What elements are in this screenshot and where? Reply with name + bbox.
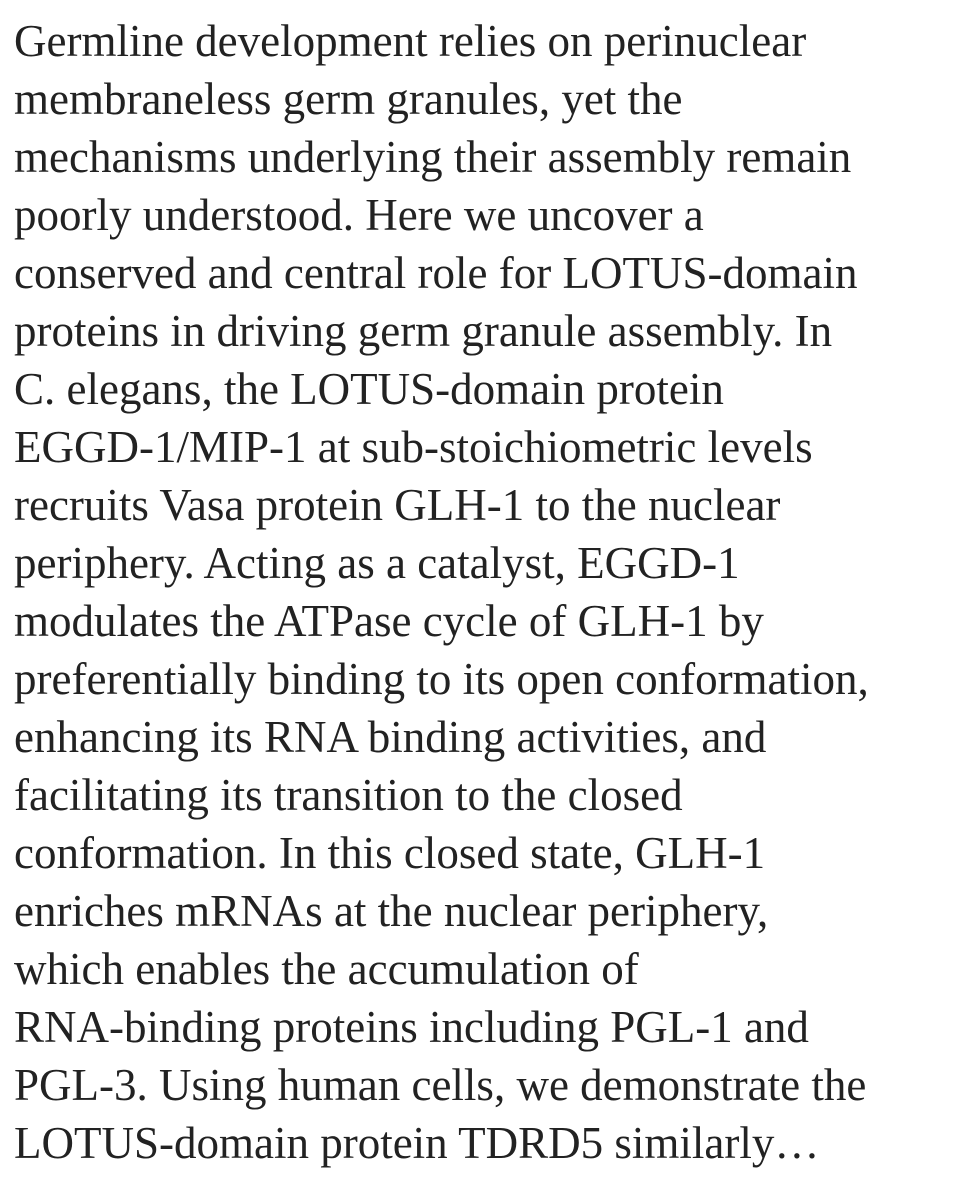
abstract-line: conformation. In this closed state, GLH-1 — [14, 828, 766, 878]
abstract-line: RNA-binding proteins including PGL-1 and — [14, 1002, 809, 1052]
abstract-line: modulates the ATPase cycle of GLH-1 by — [14, 596, 764, 646]
abstract-line: membraneless germ granules, yet the — [14, 74, 683, 124]
abstract-line: facilitating its transition to the closed — [14, 770, 683, 820]
abstract-line: preferentially binding to its open conformation, — [14, 654, 869, 704]
abstract-line: enhancing its RNA binding activities, and — [14, 712, 767, 762]
abstract-line: EGGD-1/MIP-1 at sub-stoichiometric levels — [14, 422, 813, 472]
abstract-line: mechanisms underlying their assembly remain — [14, 132, 852, 182]
abstract-line: PGL-3. Using human cells, we demonstrate the — [14, 1060, 867, 1110]
abstract-line: proteins in driving germ granule assembly. In — [14, 306, 833, 356]
abstract-line: enriches mRNAs at the nuclear periphery, — [14, 886, 769, 936]
abstract-line: LOTUS-domain protein TDRD5 similarly… — [14, 1118, 820, 1168]
abstract-line: Germline development relies on perinuclear — [14, 16, 807, 66]
abstract-line: periphery. Acting as a catalyst, EGGD-1 — [14, 538, 740, 588]
abstract-line: which enables the accumulation of — [14, 944, 639, 994]
abstract-line: recruits Vasa protein GLH-1 to the nuclear — [14, 480, 781, 530]
abstract-line: C. elegans, the LOTUS-domain protein — [14, 364, 724, 414]
abstract-line: poorly understood. Here we uncover a — [14, 190, 704, 240]
abstract-line: conserved and central role for LOTUS-domain — [14, 248, 858, 298]
abstract-text — [14, 12, 954, 1172]
